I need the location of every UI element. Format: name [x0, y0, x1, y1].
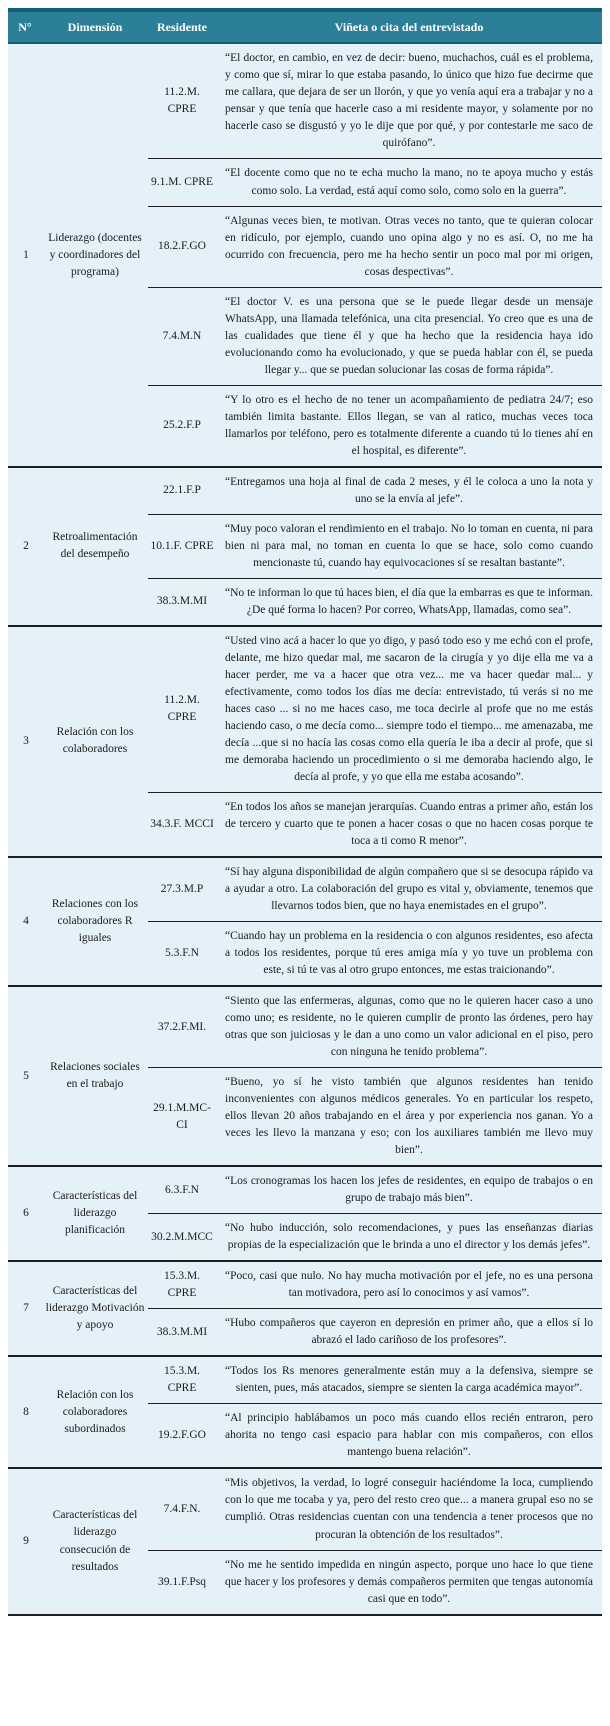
table-row [8, 467, 602, 515]
dimension-label: Relación con los colaboradores [42, 626, 148, 857]
resident-code: 11.2.M. CPRE [148, 626, 216, 793]
resident-code: 9.1.M. CPRE [148, 159, 216, 206]
interview-quote: “Mis objetivos, la verdad, lo logré conseguir haciéndome la loca, cumpliendo con lo que me tocaba y ya, pero del resto creo que... a manera grupal eso no se cumplió. Otras residencias cuentan con una tendencia a tener procesos que no procuran la obtención de los resultados”. [216, 1468, 602, 1550]
dimension-label: Relaciones sociales en el trabajo [42, 986, 148, 1166]
column-header-numero: N° [8, 10, 42, 43]
interview-quote: “Hubo compañeros que cayeron en depresión en primer año, que a ellos sí lo abrazó el lado cariñoso de los profesores”. [216, 1309, 602, 1357]
interview-quote: “El doctor V. es una persona que se le puede llegar desde un mensaje WhatsApp, una llamada telefónica, una cita presencial. Yo creo que es una de las cualidades que tiene él y que ha hecho que la residencia haya ido evolucionando como ha evolucionado, y que se pueda hablar con él, se pueda llegar y... que se puedan solucionar las cosas de forma rápida”. [216, 287, 602, 385]
resident-code: 7.4.M.N [148, 287, 216, 385]
resident-code: 34.3.F. MCCI [148, 792, 216, 857]
interview-quote: “No me he sentido impedida en ningún aspecto, porque uno hace lo que tiene que hacer y los profesores y demás compañeros permiten que tengas autonomía casi que en todo”. [216, 1550, 602, 1615]
dimension-number: 6 [8, 1166, 42, 1261]
dimension-label: Retroalimentación del desempeño [42, 467, 148, 626]
dimension-label: Relación con los colaboradores subordinados [42, 1356, 148, 1468]
resident-code: 15.3.M. CPRE [148, 1261, 216, 1309]
table-row [8, 1166, 602, 1214]
interview-quote: “El doctor, en cambio, en vez de decir: bueno, muchachos, cuál es el problema, y como que sí, mirar lo que estaba pasando, lo único que hizo fue decirme que me callara, que dejara de ser un llorón, y que yo venía aquí era a trabajar y no a pensar y que tenía que hacerle caso a mi residente mayor, y solamente por no hacerle caso se disgustó y yo le dije que por qué, y por contestarle me saco de quirófano”. [225, 52, 593, 150]
interview-quote: “El docente como que no te echa mucho la mano, no te apoya mucho y estás como solo. La verdad, está aquí como solo, como solo en la guerra”. [216, 159, 602, 206]
resident-code: 27.3.M.P [148, 857, 216, 922]
interview-quote: “No hubo inducción, solo recomendaciones, y pues las enseñanzas diarias propias de la especialización que le brinda a uno el director y los demás jefes”. [216, 1214, 602, 1262]
interview-quote: “Entregamos una hoja al final de cada 2 meses, y él le coloca a uno la nota y uno se la envía al jefe”. [216, 467, 602, 515]
table-row [8, 1356, 602, 1404]
resident-code: 6.3.F.N [148, 1166, 216, 1214]
interview-quote: “Todos los Rs menores generalmente están muy a la defensiva, siempre se sienten, pues, más atacados, siempre se sienten la carga académica mayor”. [216, 1356, 602, 1404]
dimension-number: 1 [23, 248, 29, 261]
resident-code: 29.1.M.MC-CI [148, 1068, 216, 1167]
resident-code: 38.3.M.MI [148, 578, 216, 626]
interview-quote: “No te informan lo que tú haces bien, el día que la embarras es que te informan. ¿De qué forma lo hacen? Por correo, WhatsApp, llamadas, como sea”. [216, 578, 602, 626]
table-row [8, 43, 602, 159]
interview-quote: “Al principio hablábamos un poco más cuando ellos recién entraron, pero ahorita no tengo casi espacio para hablar con mis compañeros, con ellos mantengo buena relación”. [216, 1404, 602, 1469]
qualitative-quotes-table [8, 8, 602, 1616]
interview-quote: “Cuando hay un problema en la residencia o con algunos residentes, eso afecta a todos los residentes, porque tú eres amiga mía y yo tuve un problema con este, si tú te vas al otro grupo entonces, me estas traicionando”. [216, 922, 602, 987]
resident-code: 30.2.M.MCC [148, 1214, 216, 1262]
table-row [8, 1261, 602, 1309]
interview-quote: “Muy poco valoran el rendimiento en el trabajo. No lo toman en cuenta, ni para bien ni para mal, no toman en cuenta lo que se hace, solo como cuando mencionaste tú, cuando hay equivocaciones sí se resaltan bastante”. [216, 514, 602, 578]
interview-quote: “Algunas veces bien, te motivan. Otras veces no tanto, que te quieran colocar en ridículo, por ejemplo, cuando uno opina algo y no es así. O, no me ha ocurrido con frecuencia, pero me ha hecho sentir un poco mal por mi origen, cosas despectivas”. [216, 206, 602, 287]
header-row [8, 10, 602, 43]
resident-code: 10.1.F. CPRE [148, 514, 216, 578]
interview-quote: “Bueno, yo sí he visto también que algunos residentes han tenido inconvenientes con algunos médicos generales. Yo en particular los respeto, ellos llevan 20 años trabajando en el área y por experiencia nos ganan. Yo a veces les llevo la manzana y eso; con los auxiliares también me llevo muy bien”. [216, 1068, 602, 1167]
interview-quote: “Siento que las enfermeras, algunas, como que no le quieren hacer caso a uno como uno; es residente, no le quieren cumplir de pronto las órdenes, pero hay otras que son juiciosas y le dan a uno como un valor adicional en el piso, pero con ninguna he tenido problema”. [216, 986, 602, 1068]
dimension-number: 2 [8, 467, 42, 626]
dimension-number: 8 [8, 1356, 42, 1468]
resident-code: 18.2.F.GO [148, 206, 216, 287]
column-header-vineta: Viñeta o cita del entrevistado [216, 10, 602, 43]
resident-code: 39.1.F.Psq [148, 1550, 216, 1615]
resident-code: 7.4.F.N. [148, 1468, 216, 1550]
column-header-residente: Residente [148, 10, 216, 43]
interview-quote: “Usted vino acá a hacer lo que yo digo, y pasó todo eso y me echó con el profe, delante, me hizo quedar mal, me sacaron de la cirugía y yo dije ella me va a hacer perder, me va a hacer que otra vez... me va hacer quedar mal... y efectivamente, como todos los días me decía: entrevistado, tú verás si no me haces caso ... si no me haces caso, me toca decirle al profe que no me estás haciendo caso, o me decía como... siempre todo el tiempo... me amenazaba, me decía ...que si no hacía las cosas como ella quería le iba a decir al profe, que si me demoraba haciendo un procedimiento o si me demoraba haciendo algo, le decía al profe, y yo que ella me estaba acosando”. [216, 626, 602, 793]
dimension-number: 3 [8, 626, 42, 857]
table-row [8, 857, 602, 922]
resident-code: 15.3.M. CPRE [148, 1356, 216, 1404]
resident-code: 22.1.F.P [148, 467, 216, 515]
resident-code: 5.3.F.N [148, 922, 216, 987]
dimension-label: Características del liderazgo planificación [42, 1166, 148, 1261]
table-row [8, 986, 602, 1068]
interview-quote: “En todos los años se manejan jerarquías. Cuando entras a primer año, están los de tercero y cuarto que te ponen a hacer cosas o que no hacen cosas porque te toca a ti como R menor”. [216, 792, 602, 857]
table-header [8, 10, 602, 43]
dimension-label: Relaciones con los colaboradores R iguales [42, 857, 148, 986]
resident-code: 25.2.F.P [148, 385, 216, 467]
dimension-number: 5 [8, 986, 42, 1166]
table-row [8, 626, 602, 793]
interview-quote: “Poco, casi que nulo. No hay mucha motivación por el jefe, no es una persona tan motivadora, pero así lo conocimos y así vamos”. [216, 1261, 602, 1309]
resident-code: 38.3.M.MI [148, 1309, 216, 1357]
resident-code: 19.2.F.GO [148, 1404, 216, 1469]
dimension-label: Características del liderazgo consecución de resultados [42, 1468, 148, 1614]
resident-code: 11.2.M. CPRE [164, 86, 200, 116]
interview-quote: “Los cronogramas los hacen los jefes de residentes, en equipo de trabajos o en grupo de trabajo más bien”. [216, 1166, 602, 1214]
dimension-label: Liderazgo (docentes y coordinadores del programa) [48, 231, 142, 278]
dimension-number: 7 [8, 1261, 42, 1356]
interview-quote: “Y lo otro es el hecho de no tener un acompañamiento de pediatra 24/7; eso también limita bastante. Ellos llegan, se van al ratico, muchas veces toca llamarlos por teléfono, pero es totalmente diferente a cuando tú lo tienes ahí en el hospital, es diferente”. [216, 385, 602, 467]
dimension-label: Características del liderazgo Motivación y apoyo [42, 1261, 148, 1356]
interview-quote: “Sí hay alguna disponibilidad de algún compañero que si se desocupa rápido va a ayudar a otro. La colaboración del grupo es vital y, obviamente, tenemos que llevarnos todos bien, que no haya enemistades en el grupo”. [216, 857, 602, 922]
table-row [8, 1468, 602, 1550]
table-body [8, 43, 602, 1614]
resident-code: 37.2.F.MI. [148, 986, 216, 1068]
dimension-number: 9 [8, 1468, 42, 1614]
column-header-dimension: Dimensión [42, 10, 148, 43]
dimension-number: 4 [8, 857, 42, 986]
